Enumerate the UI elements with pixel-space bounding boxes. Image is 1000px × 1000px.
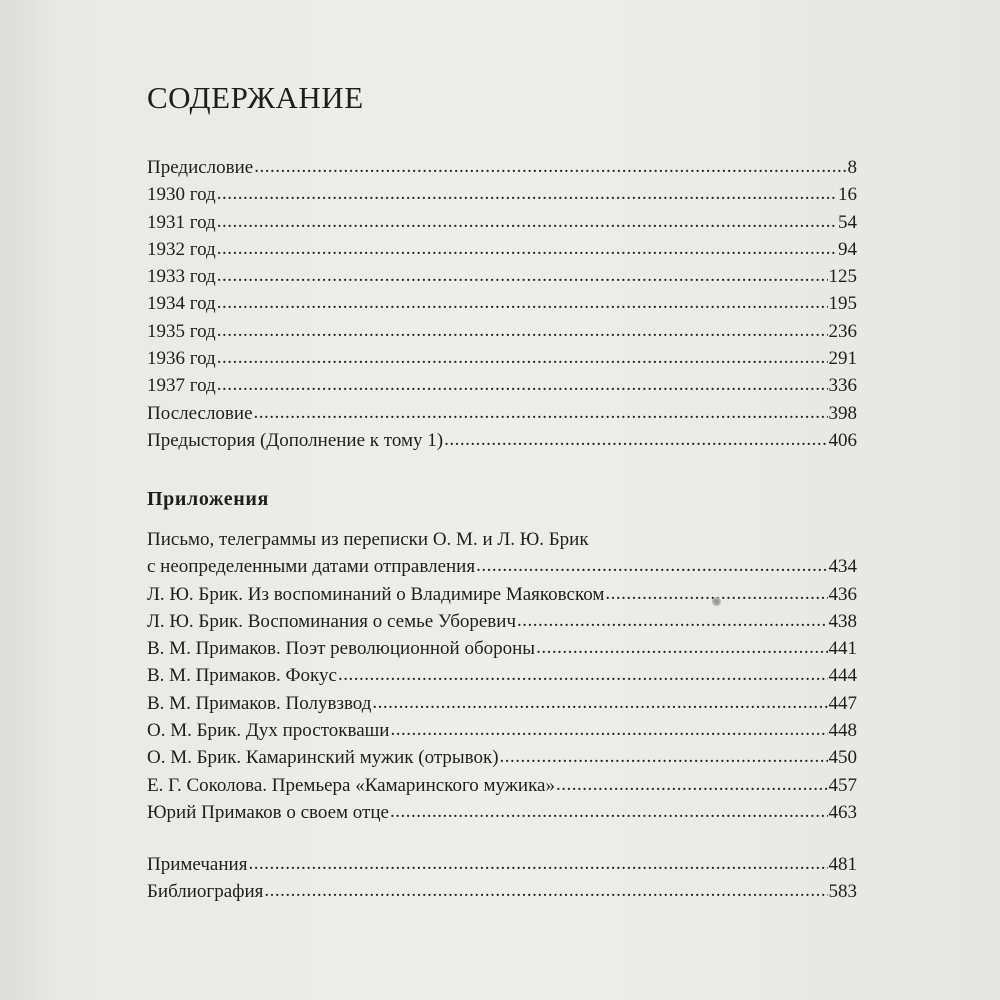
toc-leader-dots — [476, 552, 827, 579]
toc-entry — [147, 772, 857, 799]
paper-speck — [712, 597, 721, 606]
toc-entry-title: В. М. Примаков. Фокус — [147, 665, 337, 687]
toc-page-number: 448 — [828, 720, 857, 742]
toc-leader-dots — [338, 661, 828, 688]
toc-entry — [147, 318, 857, 345]
toc-entry — [147, 290, 857, 317]
toc-entry — [147, 181, 857, 208]
toc-entry-title: Предисловие — [147, 157, 254, 178]
toc-leader-dots — [217, 235, 837, 262]
toc-leader-dots — [390, 716, 827, 743]
toc-entry-title: 1930 год — [147, 184, 216, 206]
toc-leader-dots — [254, 399, 828, 426]
toc-appendix-list — [147, 526, 857, 826]
toc-entry — [147, 553, 857, 580]
toc-page-number: 195 — [828, 293, 857, 315]
toc-page-number: 8 — [847, 157, 857, 178]
toc-page-number: 436 — [828, 583, 857, 605]
toc-entry-title: 1931 год — [147, 211, 216, 233]
toc-leader-dots — [217, 262, 828, 289]
toc-leader-dots — [444, 426, 827, 453]
toc-page-number: 125 — [828, 266, 857, 288]
toc-leader-dots — [217, 371, 828, 398]
toc-entry — [147, 662, 857, 689]
toc-entry-title: Предыстория (Дополнение к тому 1) — [147, 429, 444, 451]
toc-entry-title: 1933 год — [147, 266, 216, 288]
toc-page-number: 54 — [838, 211, 857, 233]
toc-entry-title: 1935 год — [147, 320, 216, 342]
toc-entry-title: В. М. Примаков. Поэт революционной обороны — [147, 638, 536, 660]
toc-leader-dots — [217, 180, 837, 207]
toc-entry — [147, 878, 857, 905]
toc-page-number: 406 — [828, 429, 857, 451]
toc-entry-title: Примечания — [147, 854, 248, 875]
toc-page-number: 398 — [828, 402, 857, 424]
toc-entry-title: 1936 год — [147, 348, 216, 370]
toc-leader-dots — [500, 743, 828, 770]
toc-entry — [147, 400, 857, 427]
toc-entry — [147, 851, 857, 878]
toc-entry-title: Библиография — [147, 881, 264, 903]
toc-entry — [147, 372, 857, 399]
toc-leader-dots — [248, 850, 827, 877]
toc-entry — [147, 799, 857, 826]
toc-entry — [147, 154, 857, 181]
toc-page-number: 94 — [838, 238, 857, 260]
toc-page-number: 438 — [828, 610, 857, 632]
toc-entry-title: 1932 год — [147, 238, 216, 260]
toc-main-list — [147, 154, 857, 454]
toc-end-list — [147, 851, 857, 906]
toc-leader-dots — [517, 607, 828, 634]
toc-entry — [147, 717, 857, 744]
toc-entry-title: Л. Ю. Брик. Из воспоминаний о Владимире Маяковском — [147, 583, 605, 605]
toc-page-number: 291 — [828, 348, 857, 370]
toc-entry-title: с неопределенными датами отправления — [147, 556, 476, 578]
page-title: СОДЕРЖАНИЕ — [147, 80, 364, 115]
appendix-section-title: Приложения — [147, 488, 269, 510]
toc-entry — [147, 608, 857, 635]
toc-leader-dots — [217, 289, 828, 316]
toc-page-number: 336 — [828, 375, 857, 397]
toc-entry — [147, 690, 857, 717]
toc-entry-title: Письмо, телеграммы из переписки О. М. и Л. Ю. Брик — [147, 529, 589, 550]
toc-entry — [147, 236, 857, 263]
toc-entry-title: Е. Г. Соколова. Премьера «Камаринского мужика» — [147, 774, 555, 796]
toc-entry-title: Послесловие — [147, 402, 253, 424]
toc-entry — [147, 427, 857, 454]
toc-entry-title: Юрий Примаков о своем отце — [147, 801, 389, 823]
toc-page-number: 463 — [828, 801, 857, 823]
toc-leader-dots — [372, 689, 827, 716]
toc-entry-title: В. М. Примаков. Полувзвод — [147, 692, 372, 714]
toc-entry — [147, 635, 857, 662]
toc-page-number: 441 — [828, 638, 857, 660]
toc-leader-dots — [556, 771, 828, 798]
toc-entry-title: 1937 год — [147, 375, 216, 397]
toc-page-number: 457 — [828, 774, 857, 796]
toc-entry — [147, 526, 857, 553]
toc-entry — [147, 209, 857, 236]
toc-page-number: 583 — [828, 881, 857, 903]
toc-entry — [147, 581, 857, 608]
toc-leader-dots — [217, 344, 828, 371]
toc-entry-title: О. М. Брик. Камаринский мужик (отрывок) — [147, 747, 499, 769]
toc-page-number: 481 — [828, 854, 857, 875]
toc-entry — [147, 345, 857, 372]
toc-leader-dots — [536, 634, 827, 661]
toc-leader-dots — [217, 317, 828, 344]
toc-page-number: 16 — [838, 184, 857, 206]
toc-leader-dots — [217, 208, 837, 235]
toc-leader-dots — [254, 153, 846, 180]
toc-entry-title: О. М. Брик. Дух простокваши — [147, 720, 390, 742]
toc-page-number: 444 — [828, 665, 857, 687]
toc-page-number: 236 — [828, 320, 857, 342]
toc-page-number: 450 — [828, 747, 857, 769]
toc-leader-dots — [390, 798, 828, 825]
toc-entry — [147, 263, 857, 290]
toc-entry-title: 1934 год — [147, 293, 216, 315]
toc-entry — [147, 744, 857, 771]
toc-leader-dots — [264, 877, 827, 904]
toc-page-number: 434 — [828, 556, 857, 578]
toc-page-number: 447 — [828, 692, 857, 714]
toc-entry-title: Л. Ю. Брик. Воспоминания о семье Уборевич — [147, 610, 516, 632]
